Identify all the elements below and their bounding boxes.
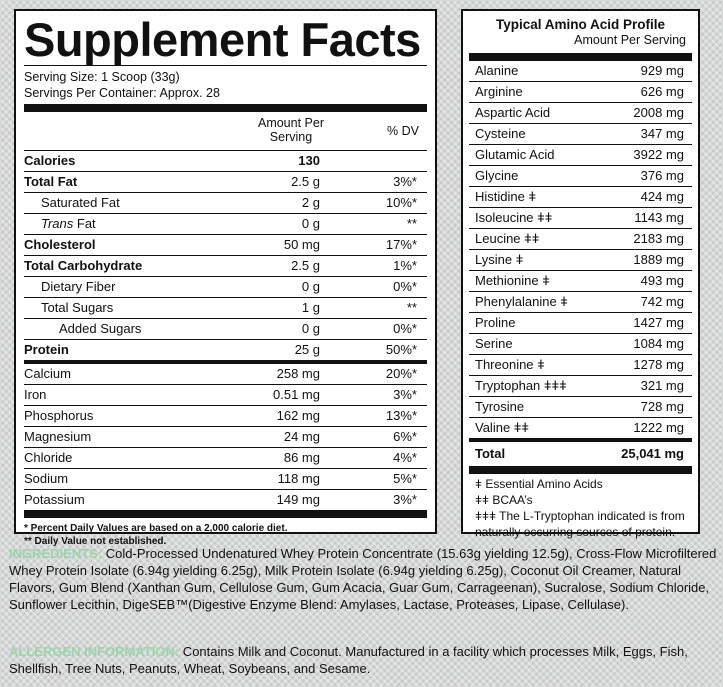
nutrient-row-protein: Protein 25 g 50%* <box>24 339 427 360</box>
amino-title: Typical Amino Acid Profile <box>495 17 666 32</box>
amino-row: Histidine ǂ 424 mg <box>469 186 692 207</box>
amino-row: Glycine 376 mg <box>469 165 692 186</box>
note-essential: ǂ Essential Amino Acids <box>475 477 603 491</box>
nutrient-row-trans-fat: Trans Fat 0 g ** <box>24 213 427 234</box>
amount-per-serving-header: Amount Per Serving <box>257 116 324 144</box>
nutrient-row-magnesium: Magnesium 24 mg 6%* <box>24 426 427 447</box>
nutrient-row-cholesterol: Cholesterol 50 mg 17%* <box>24 234 427 255</box>
amino-row: Tryptophan ǂǂǂ 321 mg <box>469 375 692 396</box>
amino-row: Alanine 929 mg <box>475 63 684 78</box>
dv-header: % DV <box>387 124 419 138</box>
ingredients-label: INGREDIENTS: <box>9 546 103 561</box>
nutrient-row-potassium: Potassium 149 mg 3%* <box>24 489 427 510</box>
note-tryptophan: ǂǂǂ The L-Tryptophan indicated is from naturally occurring sources of protein. <box>475 509 685 539</box>
ingredients-text: Cold-Processed Undenatured Whey Protein Concentrate (15.63g yielding 12.5g), Cross-Flow Microfiltered Whey Protein Isolate (6.94g yielding 6.25g), Milk Protein Isolate (6.94g yielding 6.25g), Coconut Oil Creamer, Natural Flavors, Gum Blend (Xanthan Gum, Cellulose Gum, Gum Acacia, Guar Gum, Carrageenan), Sucralose, Sodium Chloride, Sunflower Lecithin, DigeSEB™(Digestive Enzyme Blend: Amylases, Lactase, Proteases, Lipase, Cellulase). <box>9 546 717 612</box>
supplement-facts-panel <box>14 9 437 547</box>
amino-row: Proline 1427 mg <box>469 312 692 333</box>
amino-subtitle: Amount Per Serving <box>574 33 686 47</box>
serving-size: Serving Size: 1 Scoop (33g) <box>24 70 180 84</box>
amino-row: Leucine ǂǂ 2183 mg <box>469 228 692 249</box>
column-header <box>24 112 427 150</box>
nutrient-row-sodium: Sodium 118 mg 5%* <box>24 468 427 489</box>
nutrient-row-saturated-fat: Saturated Fat 2 g 10%* <box>24 192 427 213</box>
footnote-not-established: ** Daily Value not established. <box>24 536 167 547</box>
amino-row: Threonine ǂ 1278 mg <box>469 354 692 375</box>
amino-row: Tyrosine 728 mg <box>469 396 692 417</box>
allergen-paragraph <box>9 643 721 677</box>
amino-row: Isoleucine ǂǂ 1143 mg <box>469 207 692 228</box>
amino-row: Aspartic Acid 2008 mg <box>469 102 692 123</box>
nutrient-row-iron: Iron 0.51 mg 3%* <box>24 384 427 405</box>
amino-row: Phenylalanine ǂ 742 mg <box>469 291 692 312</box>
ingredients-paragraph <box>9 545 721 613</box>
amino-total-row: Total 25,041 mg <box>475 446 684 461</box>
amino-row: Methionine ǂ 493 mg <box>469 270 692 291</box>
allergen-label: ALLERGEN INFORMATION: <box>9 644 180 659</box>
amino-notes <box>469 474 692 540</box>
footnote-dv: * Percent Daily Values are based on a 2,000 calorie diet. <box>24 523 288 534</box>
amino-row: Valine ǂǂ 1222 mg <box>469 417 692 438</box>
nutrient-row-total-sugars: Total Sugars 1 g ** <box>24 297 427 318</box>
allergen-text: Contains Milk and Coconut. Manufactured in a facility which processes Milk, Eggs, Fish, Shellfish, Tree Nuts, Peanuts, Wheat, Soybeans, and Sesame. <box>9 644 688 676</box>
note-bcaa: ǂǂ BCAA’s <box>475 493 533 507</box>
nutrient-row-total-carbohydrate: Total Carbohydrate 2.5 g 1%* <box>24 255 427 276</box>
footnotes <box>24 518 427 548</box>
nutrient-row-chloride: Chloride 86 mg 4%* <box>24 447 427 468</box>
amino-row: Glutamic Acid 3922 mg <box>469 144 692 165</box>
amino-row: Cysteine 347 mg <box>469 123 692 144</box>
supplement-facts-title: Supplement Facts <box>24 13 421 66</box>
amino-row: Lysine ǂ 1889 mg <box>469 249 692 270</box>
nutrient-row-calcium: Calcium 258 mg 20%* <box>24 366 417 381</box>
nutrient-row-calories: Calories 130 <box>24 150 427 171</box>
nutrient-row-total-fat: Total Fat 2.5 g 3%* <box>24 171 427 192</box>
nutrient-row-phosphorus: Phosphorus 162 mg 13%* <box>24 405 427 426</box>
amino-row: Serine 1084 mg <box>469 333 692 354</box>
amino-acid-panel <box>461 9 700 539</box>
amino-row: Arginine 626 mg <box>469 81 692 102</box>
servings-per-container: Servings Per Container: Approx. 28 <box>24 86 220 100</box>
nutrient-row-added-sugars: Added Sugars 0 g 0%* <box>24 318 427 339</box>
nutrient-row-dietary-fiber: Dietary Fiber 0 g 0%* <box>24 276 427 297</box>
